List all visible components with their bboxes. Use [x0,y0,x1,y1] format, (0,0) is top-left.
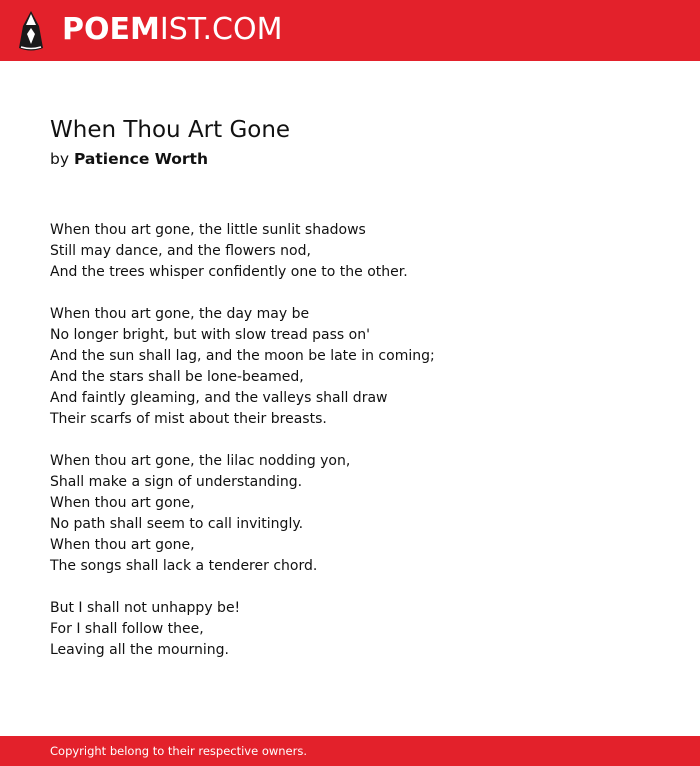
copyright-text: Copyright belong to their respective owners. [50,744,308,758]
poem-line: And faintly gleaming, and the valleys shall draw [50,390,388,406]
poem-line: Shall make a sign of understanding. [50,474,303,490]
brand-bold: POEM [62,12,160,47]
poem-line: The songs shall lack a tenderer chord. [50,558,318,574]
poem-line: And the sun shall lag, and the moon be late in coming; [50,348,435,364]
stanza [50,598,670,661]
brand-light: IST.COM [159,12,283,47]
poem-author[interactable]: Patience Worth [73,150,209,168]
site-header [0,0,700,61]
poem-title: When Thou Art Gone [50,117,291,143]
stanza [50,304,670,430]
poem-line: For I shall follow thee, [50,621,204,637]
poem-line: But I shall not unhappy be! [50,600,241,616]
pen-nib-icon[interactable] [18,10,44,52]
poem-byline [50,148,670,170]
poem-line: No path shall seem to call invitingly. [50,516,304,532]
poem-line: When thou art gone, [50,537,195,553]
stanza [50,220,670,283]
site-footer [0,736,700,766]
poem-content [50,113,670,682]
poem-line: When thou art gone, the lilac nodding yon, [50,453,351,469]
poem-line: Their scarfs of mist about their breasts. [50,411,327,427]
stanza [50,451,670,577]
poem-line: When thou art gone, the day may be [50,306,310,322]
poem-body [50,220,670,661]
poem-line: When thou art gone, the little sunlit shadows [50,222,366,238]
poem-line: No longer bright, but with slow tread pass on' [50,327,370,343]
by-label: by [50,150,70,168]
poem-line: And the stars shall be lone-beamed, [50,369,304,385]
poem-line: When thou art gone, [50,495,195,511]
poem-line: Leaving all the mourning. [50,642,229,658]
site-logo-text[interactable] [62,12,282,48]
poem-line: And the trees whisper confidently one to the other. [50,264,408,280]
poem-line: Still may dance, and the flowers nod, [50,243,311,259]
